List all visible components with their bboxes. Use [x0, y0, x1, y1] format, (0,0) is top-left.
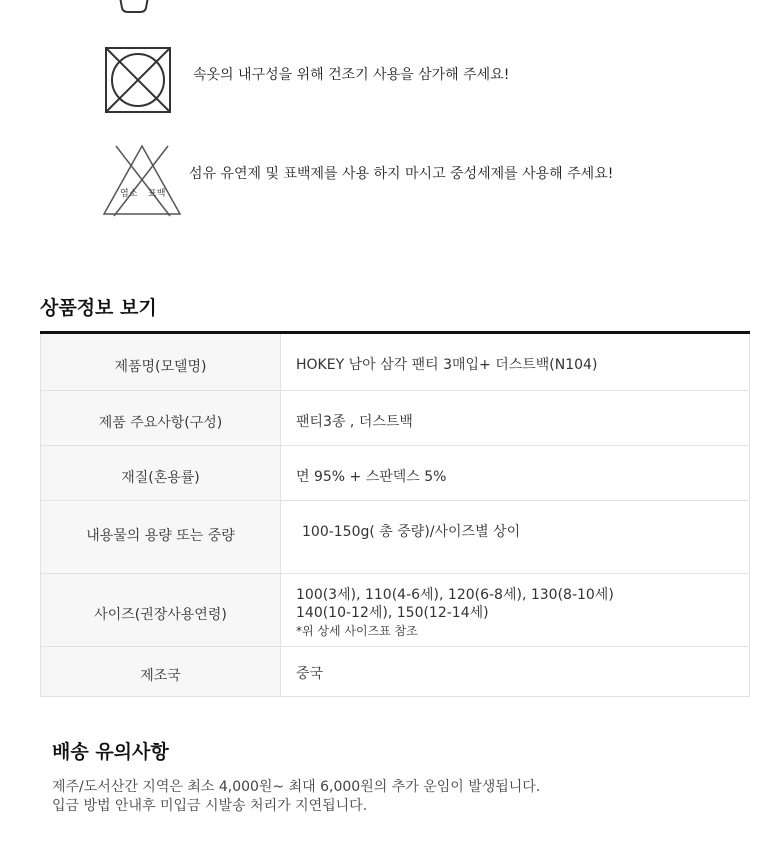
shipping-line: 입금 방법 안내후 미입금 시발송 처리가 지연됩니다. — [52, 798, 368, 814]
shipping-line: 제주/도서산간 지역은 최소 4,000원~ 최대 6,000원의 추가 운임이 발생됩니다. — [52, 779, 541, 795]
table-row — [41, 334, 750, 390]
care-row-no-dryer — [0, 46, 780, 116]
row-value: 100-150g( 총 중량)/사이즈별 상이 — [281, 500, 750, 573]
care-text-no-bleach: 섬유 유연제 및 표백제를 사용 하지 마시고 중성세제를 사용해 주세요! — [189, 166, 614, 182]
no-tumble-dry-icon — [104, 46, 172, 114]
row-label: 내용물의 용량 또는 중량 — [41, 500, 281, 573]
product-info-title: 상품정보 보기 — [40, 297, 157, 319]
row-label: 제품명(모델명) — [41, 334, 281, 390]
size-note: *위 상세 사이즈표 참조 — [296, 623, 418, 638]
bleach-label-bleach: 표백 — [148, 189, 166, 199]
wash-icon-partial — [114, 0, 154, 14]
row-value-sizes — [281, 573, 750, 646]
no-bleach-icon — [100, 142, 184, 218]
size-line: 140(10-12세), 150(12-14세) — [296, 604, 489, 621]
table-row — [41, 445, 750, 500]
shipping-title: 배송 유의사항 — [52, 741, 169, 763]
row-label: 제조국 — [41, 646, 281, 696]
care-row-no-bleach — [0, 142, 780, 222]
table-row — [41, 390, 750, 445]
size-line: 100(3세), 110(4-6세), 120(6-8세), 130(8-10세) — [296, 586, 614, 603]
table-row — [41, 646, 750, 696]
row-value: 중국 — [281, 646, 750, 696]
row-value: 팬티3종 , 더스트백 — [281, 390, 750, 445]
row-label: 재질(혼용률) — [41, 445, 281, 500]
row-value: 면 95% + 스판덱스 5% — [281, 445, 750, 500]
row-label: 사이즈(권장사용연령) — [41, 573, 281, 646]
care-text-no-dryer: 속옷의 내구성을 위해 건조기 사용을 삼가해 주세요! — [193, 67, 510, 83]
product-info-table — [40, 334, 750, 697]
table-row — [41, 500, 750, 573]
bleach-label-chlorine: 염소 — [120, 189, 138, 199]
row-label: 제품 주요사항(구성) — [41, 390, 281, 445]
table-row — [41, 573, 750, 646]
row-value: HOKEY 남아 삼각 팬티 3매입+ 더스트백(N104) — [281, 334, 750, 390]
